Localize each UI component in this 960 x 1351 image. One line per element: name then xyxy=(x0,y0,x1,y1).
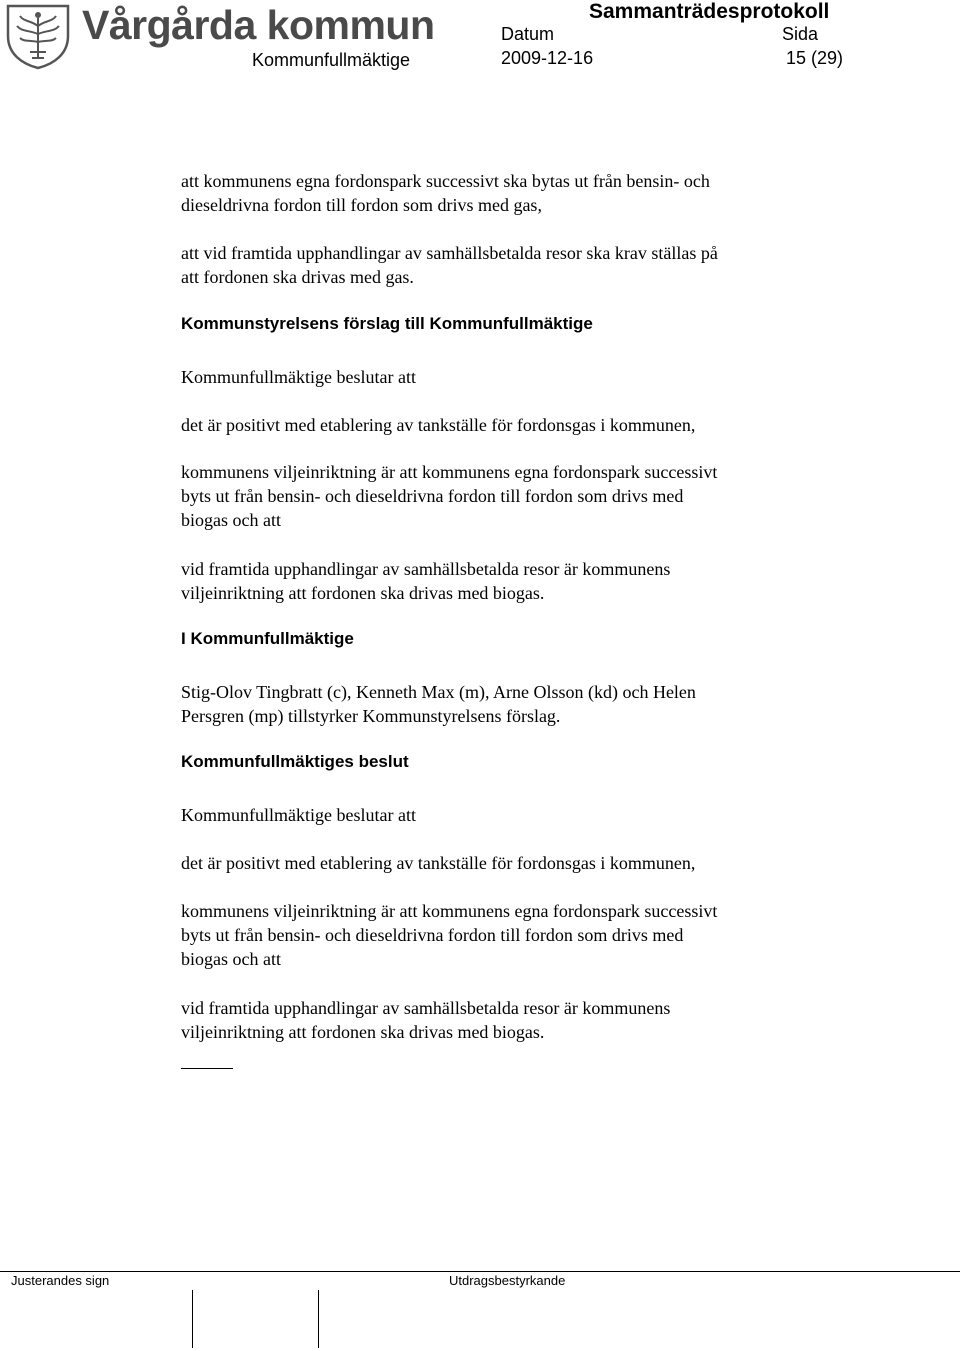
paragraph-8: Kommunfullmäktige beslutar att xyxy=(181,805,416,825)
sida-label: Sida xyxy=(782,24,819,44)
footer-divider xyxy=(0,1271,960,1272)
datum-label: Datum xyxy=(501,24,555,44)
paragraph-1: att kommunens egna fordonspark successivt ska bytas ut från bensin- och dieseldrivna fordon till fordon som drivs med gas, xyxy=(181,171,710,215)
paragraph-2: att vid framtida upphandlingar av samhällsbetalda resor ska krav ställas på att fordonen ska drivas med gas. xyxy=(181,243,718,287)
document-title: Sammanträdesprotokoll xyxy=(589,0,830,23)
heading-kommunstyrelsens-forslag: Kommunstyrelsens förslag till Kommunfullmäktige xyxy=(181,314,593,333)
end-rule xyxy=(181,1068,233,1069)
paragraph-6: vid framtida upphandlingar av samhällsbetalda resor är kommunens viljeinriktning att fordonen ska drivas med biogas. xyxy=(181,559,671,603)
paragraph-9: det är positivt med etablering av tankställe för fordonsgas i kommunen, xyxy=(181,853,696,873)
paragraph-4: det är positivt med etablering av tankställe för fordonsgas i kommunen, xyxy=(181,415,696,435)
logo-text: Vårgårda kommun xyxy=(82,2,435,48)
sida-value: 15 (29) xyxy=(786,48,844,68)
justerandes-sign-label: Justerandes sign xyxy=(11,1273,110,1288)
committee-name: Kommunfullmäktige xyxy=(252,50,411,70)
signature-box-divider xyxy=(192,1290,193,1348)
paragraph-3: Kommunfullmäktige beslutar att xyxy=(181,367,416,387)
paragraph-11: vid framtida upphandlingar av samhällsbetalda resor är kommunens viljeinriktning att fordonen ska drivas med biogas. xyxy=(181,998,671,1042)
paragraph-7: Stig-Olov Tingbratt (c), Kenneth Max (m), Arne Olsson (kd) och Helen Persgren (mp) tillstyrker Kommunstyrelsens förslag. xyxy=(181,682,696,726)
utdragsbestyrkande-label: Utdragsbestyrkande xyxy=(449,1273,566,1288)
paragraph-5: kommunens viljeinriktning är att kommunens egna fordonspark successivt byts ut från bensin- och dieseldrivna fordon till fordon som drivs med biogas och att xyxy=(181,462,718,530)
paragraph-10: kommunens viljeinriktning är att kommunens egna fordonspark successivt byts ut från bensin- och dieseldrivna fordon till fordon som drivs med biogas och att xyxy=(181,901,718,969)
datum-value: 2009-12-16 xyxy=(501,48,594,68)
signature-box-divider xyxy=(318,1290,319,1348)
heading-i-kommunfullmaktige: I Kommunfullmäktige xyxy=(181,629,354,648)
heading-kommunfullmaktiges-beslut: Kommunfullmäktiges beslut xyxy=(181,752,409,771)
municipal-crest-icon xyxy=(4,2,72,70)
